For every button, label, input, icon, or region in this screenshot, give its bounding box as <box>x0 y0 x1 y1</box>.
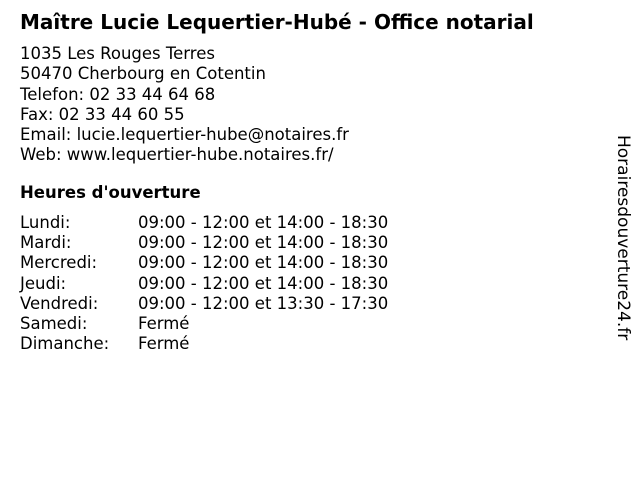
hours-row-thursday <box>20 274 388 294</box>
day-hours: Fermé <box>138 313 190 333</box>
day-label: Jeudi: <box>20 273 67 293</box>
hours-table <box>20 213 388 354</box>
hours-row-saturday <box>20 314 388 334</box>
day-hours: Fermé <box>138 334 190 354</box>
day-label: Mardi: <box>20 233 72 253</box>
day-hours: 09:00 - 12:00 et 14:00 - 18:30 <box>138 253 389 273</box>
contact-block <box>20 44 349 166</box>
day-label: Mercredi: <box>20 253 98 273</box>
page-title: Maître Lucie Lequertier-Hubé - Office notarial <box>20 10 534 34</box>
day-hours: 09:00 - 12:00 et 14:00 - 18:30 <box>138 213 389 232</box>
phone-number: Telefon: 02 33 44 64 68 <box>20 84 216 104</box>
day-label: Lundi: <box>20 213 71 232</box>
address-street: 1035 Les Rouges Terres <box>20 44 215 63</box>
hours-heading: Heures d'ouverture <box>20 183 201 202</box>
address-city: 50470 Cherbourg en Cotentin <box>20 64 266 84</box>
hours-row-wednesday <box>20 253 388 273</box>
day-hours: 09:00 - 12:00 et 13:30 - 17:30 <box>138 293 389 313</box>
day-label: Samedi: <box>20 313 88 333</box>
email-address: Email: lucie.lequertier-hube@notaires.fr <box>20 125 349 145</box>
day-hours: 09:00 - 12:00 et 14:00 - 18:30 <box>138 233 389 253</box>
hours-row-sunday <box>20 334 388 354</box>
day-label: Vendredi: <box>20 293 99 313</box>
day-label: Dimanche: <box>20 334 110 354</box>
day-hours: 09:00 - 12:00 et 14:00 - 18:30 <box>138 273 389 293</box>
website-address: Web: www.lequertier-hube.notaires.fr/ <box>20 145 334 165</box>
hours-row-tuesday <box>20 233 388 253</box>
fax-number: Fax: 02 33 44 60 55 <box>20 104 185 124</box>
site-watermark: Horairesdouverture24.fr <box>613 135 633 341</box>
hours-row-monday <box>20 213 388 233</box>
hours-row-friday <box>20 294 388 314</box>
